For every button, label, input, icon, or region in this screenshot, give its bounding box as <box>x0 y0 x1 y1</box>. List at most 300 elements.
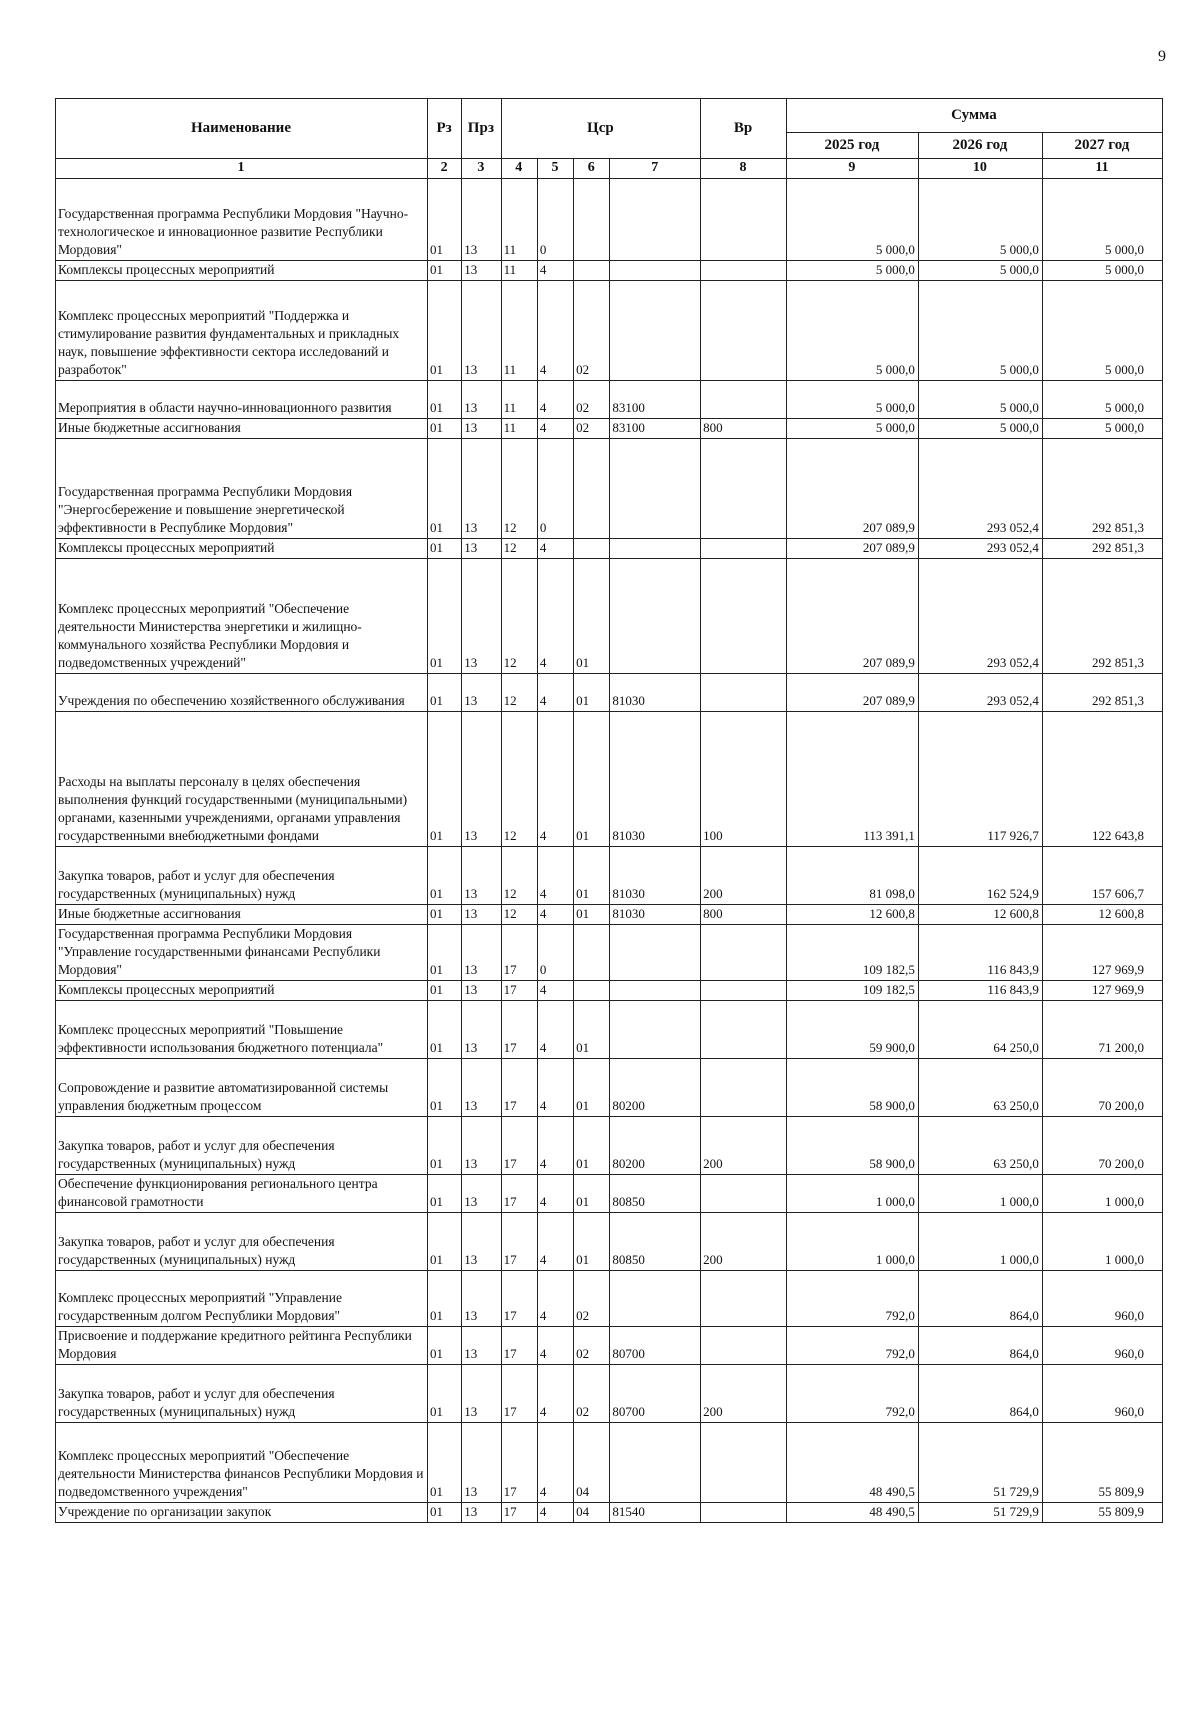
row-sum-2026: 5 000,0 <box>918 261 1042 281</box>
table-row <box>56 1423 1163 1503</box>
row-name: Закупка товаров, работ и услуг для обеспечения государственных (муниципальных) нужд <box>56 1213 428 1271</box>
row-csr-program: 11 <box>501 419 537 439</box>
table-row <box>56 539 1163 559</box>
row-csr-direction <box>610 1001 701 1059</box>
row-sum-2025: 59 900,0 <box>786 1001 918 1059</box>
row-vr <box>701 1423 787 1503</box>
row-csr-direction: 81030 <box>610 905 701 925</box>
row-vr <box>701 559 787 674</box>
table-row <box>56 1059 1163 1117</box>
row-csr-type: 0 <box>537 179 573 261</box>
row-csr-program: 12 <box>501 712 537 847</box>
table-row <box>56 1365 1163 1423</box>
row-sum-2026: 51 729,9 <box>918 1423 1042 1503</box>
row-csr-complex <box>574 179 610 261</box>
row-sum-2027: 5 000,0 <box>1042 381 1162 419</box>
row-csr-complex: 01 <box>574 674 610 712</box>
row-csr-type: 4 <box>537 712 573 847</box>
column-number: 9 <box>786 159 918 179</box>
row-vr <box>701 1271 787 1327</box>
budget-table <box>55 98 1163 1523</box>
row-sum-2026: 864,0 <box>918 1365 1042 1423</box>
table-row <box>56 381 1163 419</box>
row-sum-2026: 51 729,9 <box>918 1503 1042 1523</box>
row-name: Обеспечение функционирования регионального центра финансовой грамотности <box>56 1175 428 1213</box>
row-rz: 01 <box>427 847 461 905</box>
row-sum-2027: 55 809,9 <box>1042 1423 1162 1503</box>
row-vr <box>701 539 787 559</box>
header-year-2027: 2027 год <box>1042 133 1162 159</box>
row-csr-direction: 80850 <box>610 1213 701 1271</box>
row-vr <box>701 1059 787 1117</box>
row-sum-2025: 5 000,0 <box>786 381 918 419</box>
column-number: 4 <box>501 159 537 179</box>
row-prz: 13 <box>462 559 501 674</box>
table-row <box>56 905 1163 925</box>
column-number: 5 <box>537 159 573 179</box>
row-sum-2027: 292 851,3 <box>1042 539 1162 559</box>
row-rz: 01 <box>427 712 461 847</box>
row-sum-2027: 960,0 <box>1042 1271 1162 1327</box>
row-vr <box>701 281 787 381</box>
row-sum-2025: 1 000,0 <box>786 1175 918 1213</box>
row-prz: 13 <box>462 674 501 712</box>
table-row <box>56 847 1163 905</box>
row-rz: 01 <box>427 281 461 381</box>
row-csr-complex: 01 <box>574 1117 610 1175</box>
row-vr: 800 <box>701 905 787 925</box>
row-sum-2027: 70 200,0 <box>1042 1117 1162 1175</box>
row-csr-direction: 80200 <box>610 1059 701 1117</box>
row-vr: 800 <box>701 419 787 439</box>
row-rz: 01 <box>427 381 461 419</box>
row-rz: 01 <box>427 1271 461 1327</box>
row-sum-2027: 127 969,9 <box>1042 981 1162 1001</box>
row-csr-type: 4 <box>537 381 573 419</box>
row-sum-2027: 157 606,7 <box>1042 847 1162 905</box>
row-csr-program: 17 <box>501 1117 537 1175</box>
row-vr <box>701 1175 787 1213</box>
row-sum-2027: 292 851,3 <box>1042 559 1162 674</box>
row-name: Присвоение и поддержание кредитного рейтинга Республики Мордовия <box>56 1327 428 1365</box>
table-row <box>56 1117 1163 1175</box>
column-number: 10 <box>918 159 1042 179</box>
row-name: Комплекс процессных мероприятий "Поддержка и стимулирование развития фундаментальных и прикладных наук, повышение эффективности сектора исследований и разработок" <box>56 281 428 381</box>
row-name: Учреждение по организации закупок <box>56 1503 428 1523</box>
header-csr: Цср <box>501 99 701 159</box>
row-name: Учреждения по обеспечению хозяйственного обслуживания <box>56 674 428 712</box>
row-csr-complex: 01 <box>574 1175 610 1213</box>
row-sum-2027: 55 809,9 <box>1042 1503 1162 1523</box>
row-csr-type: 4 <box>537 1503 573 1523</box>
row-prz: 13 <box>462 419 501 439</box>
table-row <box>56 1213 1163 1271</box>
row-csr-complex: 04 <box>574 1503 610 1523</box>
row-csr-direction <box>610 1423 701 1503</box>
row-csr-program: 17 <box>501 1423 537 1503</box>
row-sum-2026: 64 250,0 <box>918 1001 1042 1059</box>
row-rz: 01 <box>427 1117 461 1175</box>
row-sum-2026: 293 052,4 <box>918 559 1042 674</box>
row-rz: 01 <box>427 179 461 261</box>
page-number: 9 <box>1158 48 1166 65</box>
row-rz: 01 <box>427 1001 461 1059</box>
row-sum-2026: 293 052,4 <box>918 539 1042 559</box>
row-csr-complex: 02 <box>574 1327 610 1365</box>
row-name: Комплекс процессных мероприятий "Обеспечение деятельности Министерства финансов Республики Мордовия и подведомственного учреждения" <box>56 1423 428 1503</box>
row-name: Государственная программа Республики Мордовия "Управление государственными финансами Республики Мордовия" <box>56 925 428 981</box>
row-rz: 01 <box>427 419 461 439</box>
row-vr: 200 <box>701 1365 787 1423</box>
row-csr-complex <box>574 981 610 1001</box>
row-name: Государственная программа Республики Мордовия "Научно-технологическое и инновационное развитие Республики Мордовия" <box>56 179 428 261</box>
row-csr-complex: 02 <box>574 1271 610 1327</box>
row-csr-program: 12 <box>501 559 537 674</box>
table-row <box>56 1175 1163 1213</box>
row-sum-2026: 293 052,4 <box>918 674 1042 712</box>
row-csr-direction: 80700 <box>610 1365 701 1423</box>
row-sum-2025: 792,0 <box>786 1365 918 1423</box>
row-vr: 200 <box>701 847 787 905</box>
row-rz: 01 <box>427 559 461 674</box>
row-prz: 13 <box>462 281 501 381</box>
row-sum-2025: 58 900,0 <box>786 1059 918 1117</box>
row-rz: 01 <box>427 439 461 539</box>
row-sum-2026: 293 052,4 <box>918 439 1042 539</box>
row-csr-type: 4 <box>537 559 573 674</box>
row-csr-program: 17 <box>501 1175 537 1213</box>
row-rz: 01 <box>427 905 461 925</box>
row-csr-type: 4 <box>537 1213 573 1271</box>
table-row <box>56 1001 1163 1059</box>
row-csr-complex: 01 <box>574 712 610 847</box>
table-row <box>56 712 1163 847</box>
row-rz: 01 <box>427 674 461 712</box>
row-csr-type: 4 <box>537 419 573 439</box>
row-sum-2026: 63 250,0 <box>918 1117 1042 1175</box>
row-sum-2027: 122 643,8 <box>1042 712 1162 847</box>
row-csr-type: 4 <box>537 1059 573 1117</box>
row-rz: 01 <box>427 1365 461 1423</box>
row-sum-2027: 292 851,3 <box>1042 674 1162 712</box>
row-rz: 01 <box>427 1327 461 1365</box>
row-csr-type: 4 <box>537 539 573 559</box>
row-csr-type: 4 <box>537 905 573 925</box>
row-csr-direction <box>610 179 701 261</box>
row-sum-2025: 5 000,0 <box>786 179 918 261</box>
row-sum-2026: 117 926,7 <box>918 712 1042 847</box>
table-row <box>56 925 1163 981</box>
row-sum-2027: 1 000,0 <box>1042 1213 1162 1271</box>
row-sum-2027: 5 000,0 <box>1042 261 1162 281</box>
row-vr <box>701 1327 787 1365</box>
table-row <box>56 1327 1163 1365</box>
row-prz: 13 <box>462 1059 501 1117</box>
row-csr-direction: 80700 <box>610 1327 701 1365</box>
header-sum: Сумма <box>786 99 1162 133</box>
row-name: Закупка товаров, работ и услуг для обеспечения государственных (муниципальных) нужд <box>56 847 428 905</box>
row-prz: 13 <box>462 1175 501 1213</box>
row-sum-2026: 5 000,0 <box>918 281 1042 381</box>
row-sum-2025: 58 900,0 <box>786 1117 918 1175</box>
table-row <box>56 281 1163 381</box>
column-number: 6 <box>574 159 610 179</box>
row-sum-2026: 864,0 <box>918 1327 1042 1365</box>
row-csr-type: 0 <box>537 925 573 981</box>
row-vr <box>701 925 787 981</box>
row-vr <box>701 1503 787 1523</box>
row-sum-2025: 81 098,0 <box>786 847 918 905</box>
row-csr-complex: 04 <box>574 1423 610 1503</box>
row-csr-type: 4 <box>537 1001 573 1059</box>
row-prz: 13 <box>462 439 501 539</box>
row-csr-complex: 02 <box>574 381 610 419</box>
row-prz: 13 <box>462 1365 501 1423</box>
row-csr-direction <box>610 981 701 1001</box>
row-csr-complex <box>574 539 610 559</box>
row-csr-type: 4 <box>537 1327 573 1365</box>
row-csr-program: 17 <box>501 1213 537 1271</box>
row-rz: 01 <box>427 981 461 1001</box>
row-csr-program: 17 <box>501 1271 537 1327</box>
row-name: Комплексы процессных мероприятий <box>56 539 428 559</box>
row-name: Закупка товаров, работ и услуг для обеспечения государственных (муниципальных) нужд <box>56 1365 428 1423</box>
table-row <box>56 179 1163 261</box>
row-csr-direction: 83100 <box>610 419 701 439</box>
column-number: 1 <box>56 159 428 179</box>
column-numbers-row <box>56 159 1163 179</box>
row-csr-direction <box>610 439 701 539</box>
row-csr-complex: 01 <box>574 847 610 905</box>
row-name: Сопровождение и развитие автоматизированной системы управления бюджетным процессом <box>56 1059 428 1117</box>
row-csr-direction <box>610 261 701 281</box>
row-name: Расходы на выплаты персоналу в целях обеспечения выполнения функций государственными (муниципальными) органами, казенными учреждениями, органами управления государственными внебюджетными фондами <box>56 712 428 847</box>
row-name: Закупка товаров, работ и услуг для обеспечения государственных (муниципальных) нужд <box>56 1117 428 1175</box>
row-csr-type: 4 <box>537 1423 573 1503</box>
row-csr-program: 11 <box>501 281 537 381</box>
row-rz: 01 <box>427 1503 461 1523</box>
row-sum-2026: 162 524,9 <box>918 847 1042 905</box>
row-csr-direction: 81030 <box>610 847 701 905</box>
row-prz: 13 <box>462 1117 501 1175</box>
row-csr-complex <box>574 925 610 981</box>
row-csr-direction: 81030 <box>610 674 701 712</box>
row-vr <box>701 261 787 281</box>
row-csr-program: 17 <box>501 981 537 1001</box>
row-prz: 13 <box>462 981 501 1001</box>
row-csr-type: 4 <box>537 1117 573 1175</box>
row-sum-2025: 109 182,5 <box>786 925 918 981</box>
row-name: Комплекс процессных мероприятий "Повышение эффективности использования бюджетного потенциала" <box>56 1001 428 1059</box>
row-csr-complex: 01 <box>574 1001 610 1059</box>
row-prz: 13 <box>462 179 501 261</box>
table-row <box>56 1503 1163 1523</box>
row-csr-program: 12 <box>501 539 537 559</box>
row-csr-direction <box>610 281 701 381</box>
row-sum-2025: 12 600,8 <box>786 905 918 925</box>
row-csr-complex: 01 <box>574 905 610 925</box>
row-sum-2026: 12 600,8 <box>918 905 1042 925</box>
row-csr-program: 11 <box>501 261 537 281</box>
table-row <box>56 419 1163 439</box>
row-name: Мероприятия в области научно-инновационного развития <box>56 381 428 419</box>
row-csr-direction <box>610 925 701 981</box>
row-csr-type: 4 <box>537 1175 573 1213</box>
row-sum-2025: 113 391,1 <box>786 712 918 847</box>
row-csr-program: 17 <box>501 1327 537 1365</box>
row-prz: 13 <box>462 381 501 419</box>
row-prz: 13 <box>462 1503 501 1523</box>
row-name: Комплекс процессных мероприятий "Обеспечение деятельности Министерства энергетики и жилищно-коммунального хозяйства Республики Мордовия и подведомственных учреждений" <box>56 559 428 674</box>
row-prz: 13 <box>462 261 501 281</box>
table-row <box>56 439 1163 539</box>
row-sum-2027: 12 600,8 <box>1042 905 1162 925</box>
row-csr-type: 4 <box>537 981 573 1001</box>
header-vr: Вр <box>701 99 787 159</box>
table-row <box>56 674 1163 712</box>
row-sum-2026: 1 000,0 <box>918 1213 1042 1271</box>
row-csr-type: 0 <box>537 439 573 539</box>
row-sum-2027: 127 969,9 <box>1042 925 1162 981</box>
row-sum-2027: 960,0 <box>1042 1327 1162 1365</box>
row-vr: 100 <box>701 712 787 847</box>
row-prz: 13 <box>462 925 501 981</box>
row-csr-complex <box>574 261 610 281</box>
row-sum-2025: 207 089,9 <box>786 439 918 539</box>
row-prz: 13 <box>462 1423 501 1503</box>
row-sum-2026: 5 000,0 <box>918 419 1042 439</box>
row-prz: 13 <box>462 1327 501 1365</box>
row-csr-direction: 80850 <box>610 1175 701 1213</box>
row-prz: 13 <box>462 847 501 905</box>
row-csr-type: 4 <box>537 1271 573 1327</box>
row-csr-program: 17 <box>501 1365 537 1423</box>
row-csr-program: 12 <box>501 674 537 712</box>
row-csr-complex: 01 <box>574 559 610 674</box>
row-name: Комплекс процессных мероприятий "Управление государственным долгом Республики Мордовия" <box>56 1271 428 1327</box>
row-vr <box>701 381 787 419</box>
row-sum-2027: 70 200,0 <box>1042 1059 1162 1117</box>
row-sum-2025: 5 000,0 <box>786 281 918 381</box>
row-name: Государственная программа Республики Мордовия "Энергосбережение и повышение энергетической эффективности в Республике Мордовия" <box>56 439 428 539</box>
row-rz: 01 <box>427 261 461 281</box>
row-rz: 01 <box>427 1213 461 1271</box>
row-prz: 13 <box>462 1213 501 1271</box>
column-number: 8 <box>701 159 787 179</box>
row-csr-program: 11 <box>501 179 537 261</box>
row-prz: 13 <box>462 1001 501 1059</box>
row-csr-program: 17 <box>501 1001 537 1059</box>
row-csr-program: 17 <box>501 1059 537 1117</box>
row-name: Комплексы процессных мероприятий <box>56 261 428 281</box>
row-sum-2025: 792,0 <box>786 1271 918 1327</box>
row-sum-2026: 116 843,9 <box>918 925 1042 981</box>
row-sum-2026: 63 250,0 <box>918 1059 1042 1117</box>
row-sum-2025: 5 000,0 <box>786 261 918 281</box>
row-prz: 13 <box>462 1271 501 1327</box>
column-number: 3 <box>462 159 501 179</box>
column-number: 11 <box>1042 159 1162 179</box>
row-csr-program: 12 <box>501 439 537 539</box>
row-vr: 200 <box>701 1117 787 1175</box>
row-sum-2027: 5 000,0 <box>1042 281 1162 381</box>
table-row <box>56 1271 1163 1327</box>
row-vr: 200 <box>701 1213 787 1271</box>
header-name: Наименование <box>56 99 428 159</box>
row-csr-direction: 81540 <box>610 1503 701 1523</box>
row-name: Иные бюджетные ассигнования <box>56 419 428 439</box>
row-sum-2026: 1 000,0 <box>918 1175 1042 1213</box>
table-row <box>56 261 1163 281</box>
row-csr-direction <box>610 1271 701 1327</box>
row-csr-program: 17 <box>501 1503 537 1523</box>
row-csr-type: 4 <box>537 281 573 381</box>
row-rz: 01 <box>427 1059 461 1117</box>
header-year-2025: 2025 год <box>786 133 918 159</box>
row-vr <box>701 1001 787 1059</box>
header-year-2026: 2026 год <box>918 133 1042 159</box>
table-row <box>56 559 1163 674</box>
header-prz: Прз <box>462 99 501 159</box>
row-name: Иные бюджетные ассигнования <box>56 905 428 925</box>
row-sum-2026: 116 843,9 <box>918 981 1042 1001</box>
row-csr-program: 12 <box>501 847 537 905</box>
row-vr <box>701 674 787 712</box>
row-rz: 01 <box>427 1175 461 1213</box>
row-csr-direction: 81030 <box>610 712 701 847</box>
row-csr-program: 11 <box>501 381 537 419</box>
row-csr-program: 17 <box>501 925 537 981</box>
row-sum-2027: 960,0 <box>1042 1365 1162 1423</box>
row-csr-complex: 01 <box>574 1213 610 1271</box>
row-csr-complex: 02 <box>574 419 610 439</box>
row-vr <box>701 439 787 539</box>
row-rz: 01 <box>427 925 461 981</box>
row-sum-2025: 48 490,5 <box>786 1423 918 1503</box>
row-vr <box>701 179 787 261</box>
row-csr-direction <box>610 539 701 559</box>
row-sum-2026: 5 000,0 <box>918 381 1042 419</box>
row-sum-2025: 207 089,9 <box>786 674 918 712</box>
row-prz: 13 <box>462 539 501 559</box>
row-rz: 01 <box>427 1423 461 1503</box>
row-csr-complex: 02 <box>574 1365 610 1423</box>
row-prz: 13 <box>462 712 501 847</box>
row-sum-2025: 792,0 <box>786 1327 918 1365</box>
row-sum-2027: 71 200,0 <box>1042 1001 1162 1059</box>
row-sum-2027: 5 000,0 <box>1042 179 1162 261</box>
column-number: 2 <box>427 159 461 179</box>
table-row <box>56 981 1163 1001</box>
row-sum-2026: 864,0 <box>918 1271 1042 1327</box>
row-csr-program: 12 <box>501 905 537 925</box>
row-csr-type: 4 <box>537 261 573 281</box>
row-csr-type: 4 <box>537 674 573 712</box>
row-sum-2027: 1 000,0 <box>1042 1175 1162 1213</box>
row-sum-2025: 48 490,5 <box>786 1503 918 1523</box>
row-prz: 13 <box>462 905 501 925</box>
row-csr-direction: 83100 <box>610 381 701 419</box>
row-sum-2025: 207 089,9 <box>786 539 918 559</box>
row-sum-2026: 5 000,0 <box>918 179 1042 261</box>
row-sum-2025: 1 000,0 <box>786 1213 918 1271</box>
row-csr-complex <box>574 439 610 539</box>
row-csr-type: 4 <box>537 847 573 905</box>
row-csr-type: 4 <box>537 1365 573 1423</box>
row-csr-direction <box>610 559 701 674</box>
row-sum-2025: 109 182,5 <box>786 981 918 1001</box>
row-vr <box>701 981 787 1001</box>
